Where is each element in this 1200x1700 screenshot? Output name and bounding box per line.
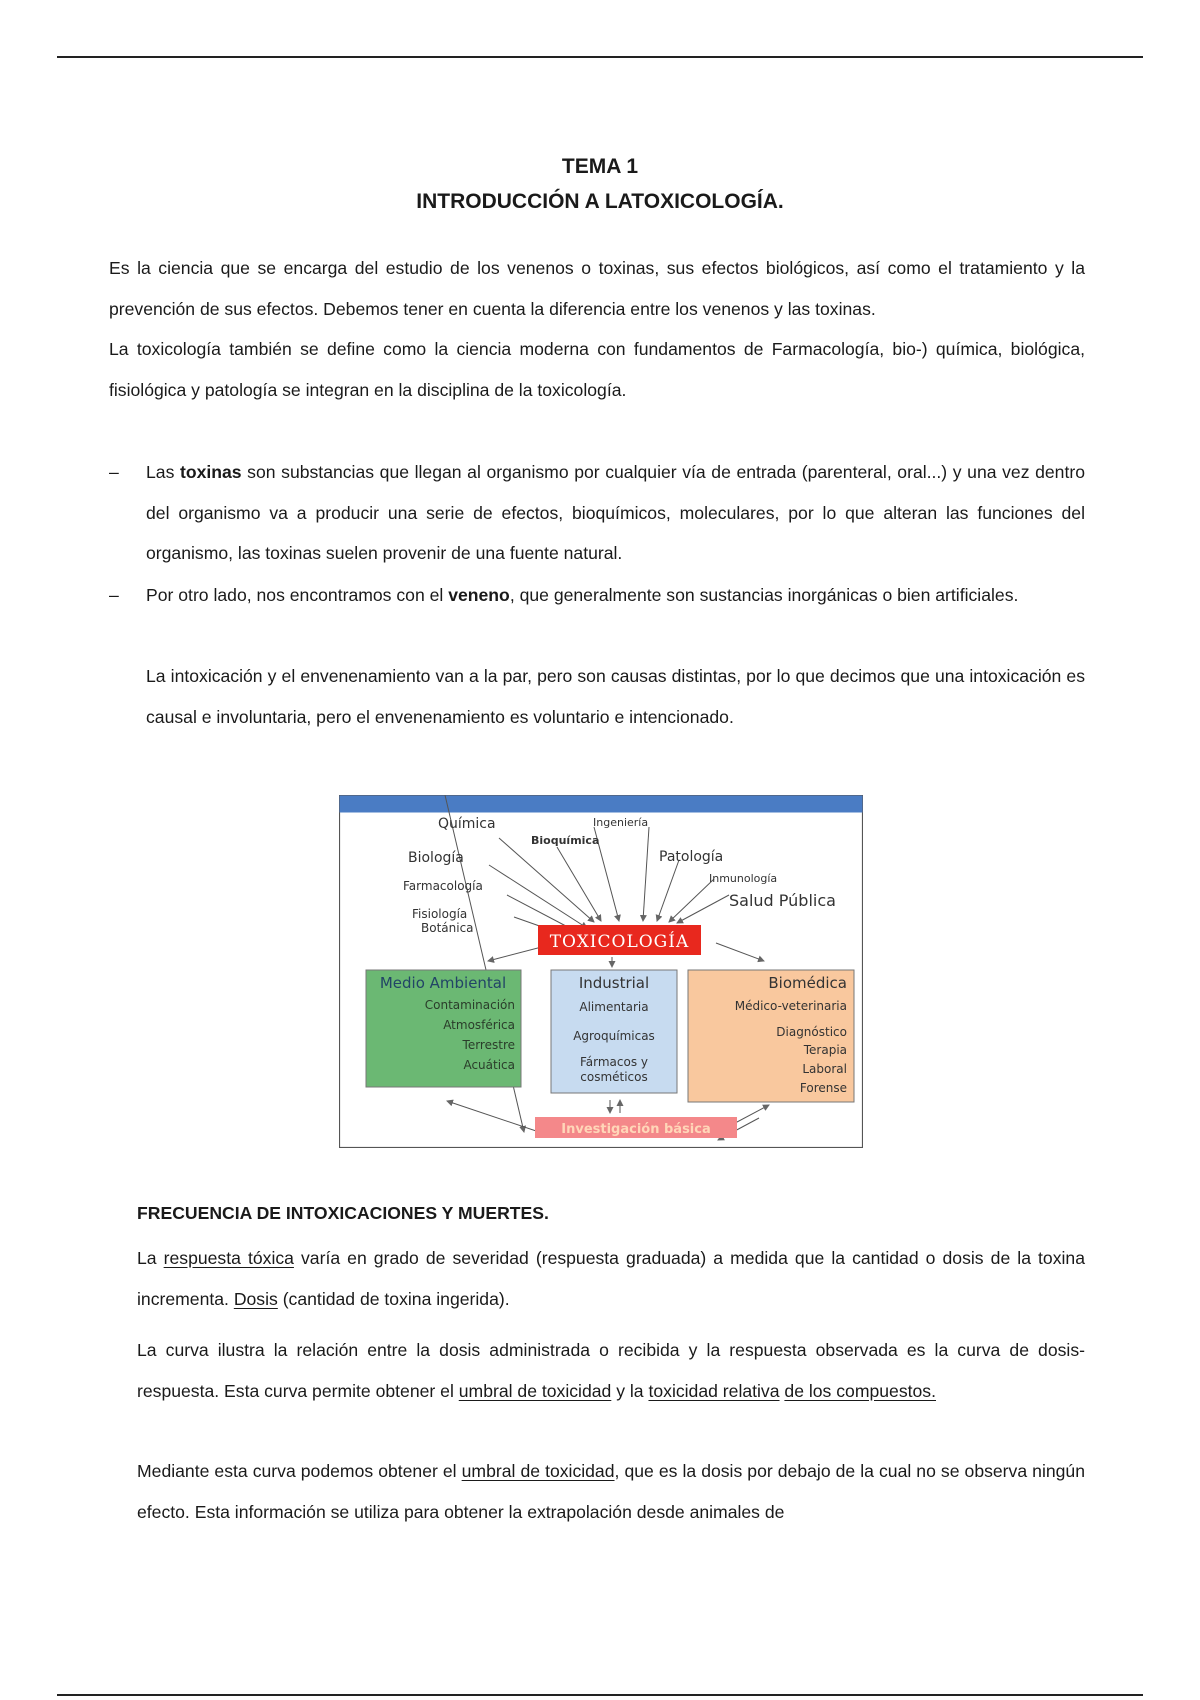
bullet-text bbox=[146, 452, 1085, 574]
underlined-term: de los compuestos. bbox=[784, 1380, 936, 1401]
text-run: , que generalmente son sustancias inorgánicas o bien artificiales. bbox=[509, 585, 1019, 605]
label-bioquimica: Bioquímica bbox=[531, 834, 600, 847]
toxicology-diagram bbox=[339, 795, 863, 1148]
label-farmacologia: Farmacología bbox=[403, 879, 483, 893]
intro-paragraphs bbox=[109, 248, 1085, 410]
text-run: , que es la dosis por debajo de la cual no se observa ningún efecto. Esta información se utiliza para obtener la extrapolación desde animales de bbox=[137, 1461, 1085, 1522]
biomedica-title: Biomédica bbox=[768, 974, 847, 992]
underlined-term: umbral de toxicidad bbox=[461, 1461, 615, 1481]
bullet-dash: – bbox=[109, 462, 119, 482]
medio-item: Contaminación bbox=[424, 998, 515, 1012]
biomedica-item: Médico-veterinaria bbox=[734, 999, 847, 1013]
text-run: Las bbox=[146, 462, 180, 482]
bullet-veneno bbox=[109, 575, 1085, 616]
text-run: varía en grado de severidad (respuesta graduada) a medida que la cantidad o dosis de la toxina incrementa. bbox=[137, 1248, 1085, 1309]
text-run: (cantidad de toxina ingerida). bbox=[277, 1288, 510, 1309]
text-run: La curva ilustra la relación entre la dosis administrada o recibida y la respuesta observada es la curva de dosis-respuesta. Esta curva permite obtener el bbox=[137, 1340, 1085, 1401]
bold-term: toxinas bbox=[179, 462, 242, 482]
biomedica-item: Laboral bbox=[802, 1062, 847, 1076]
footer-rule bbox=[57, 1694, 1143, 1696]
underlined-term: toxicidad relativa bbox=[648, 1380, 780, 1401]
industrial-item: cosméticos bbox=[580, 1070, 648, 1084]
industrial-title: Industrial bbox=[578, 974, 650, 992]
medio-item: Terrestre bbox=[462, 1038, 515, 1052]
industrial-text bbox=[573, 974, 655, 1084]
industrial-item: Fármacos y bbox=[579, 1055, 649, 1069]
label-ingenieria: Ingeniería bbox=[593, 816, 649, 829]
title-line-1: TEMA 1 bbox=[561, 155, 639, 178]
diagram-header-bar bbox=[340, 796, 863, 813]
underlined-term: umbral de toxicidad bbox=[458, 1380, 612, 1401]
medio-item: Acuática bbox=[463, 1058, 515, 1072]
bullet-toxinas bbox=[109, 452, 1085, 574]
center-label: TOXICOLOGÍA bbox=[549, 932, 690, 952]
text-run: son substancias que llegan al organismo por cualquier vía de entrada (parenteral, oral...) y una vez dentro del organismo va a producir una serie de efectos, bioquímicos, moleculares, por lo que alteran las funciones del organismo, las toxinas suelen provenir de una fuente natural. bbox=[146, 462, 1085, 563]
biomedica-item: Terapia bbox=[803, 1043, 847, 1057]
intro-paragraph-1: Es la ciencia que se encarga del estudio de los venenos o toxinas, sus efectos biológicos, así como el tratamiento y la prevención de sus efectos. Debemos tener en cuenta la diferencia entre los venenos y las toxinas. bbox=[109, 258, 1085, 319]
medio-ambiental-title: Medio Ambiental bbox=[379, 974, 507, 992]
industrial-item: Alimentaria bbox=[579, 1000, 649, 1014]
label-fisiologia: Fisiología bbox=[412, 907, 468, 921]
title-line-2: INTRODUCCIÓN A LATOXICOLOGÍA. bbox=[416, 190, 784, 213]
section-paragraph-3 bbox=[137, 1451, 1085, 1532]
underlined-term: Dosis bbox=[233, 1288, 278, 1309]
biomedica-item: Diagnóstico bbox=[776, 1025, 847, 1039]
text-run: Por otro lado, nos encontramos con el bbox=[146, 585, 449, 605]
bold-term: veneno bbox=[448, 585, 510, 605]
biomedica-item: Forense bbox=[799, 1081, 847, 1095]
medio-item: Atmosférica bbox=[443, 1018, 515, 1032]
label-inmunologia: Inmunología bbox=[709, 872, 778, 885]
label-patologia: Patología bbox=[659, 849, 724, 865]
section-paragraph-1 bbox=[137, 1238, 1085, 1319]
industrial-item: Agroquímicas bbox=[573, 1029, 655, 1043]
text-run: La bbox=[137, 1248, 164, 1268]
label-botanica: Botánica bbox=[421, 921, 474, 935]
intro-paragraph-2: La toxicología también se define como la ciencia moderna con fundamentos de Farmacología, bio-) química, biológica, fisiológica y patología se integran en la disciplina de la toxicología. bbox=[109, 339, 1085, 400]
text-run: Mediante esta curva podemos obtener el bbox=[137, 1461, 462, 1481]
label-salud-publica: Salud Pública bbox=[729, 891, 836, 910]
section-title: FRECUENCIA DE INTOXICACIONES Y MUERTES. bbox=[137, 1203, 549, 1223]
header-rule bbox=[57, 56, 1143, 58]
text-run: y la bbox=[611, 1380, 649, 1401]
section-paragraph-2 bbox=[137, 1330, 1085, 1411]
bullet-text bbox=[146, 575, 1085, 616]
investigacion-label: Investigación básica bbox=[561, 1122, 711, 1137]
label-biologia: Biología bbox=[408, 850, 464, 866]
bullet-dash: – bbox=[109, 585, 119, 605]
label-quimica: Química bbox=[438, 816, 496, 832]
bullet-continuation: La intoxicación y el envenenamiento van a la par, pero son causas distintas, por lo que decimos que una intoxicación es causal e involuntaria, pero el envenenamiento es voluntario e intencionado. bbox=[146, 666, 1085, 727]
underlined-term: respuesta tóxica bbox=[163, 1248, 294, 1268]
